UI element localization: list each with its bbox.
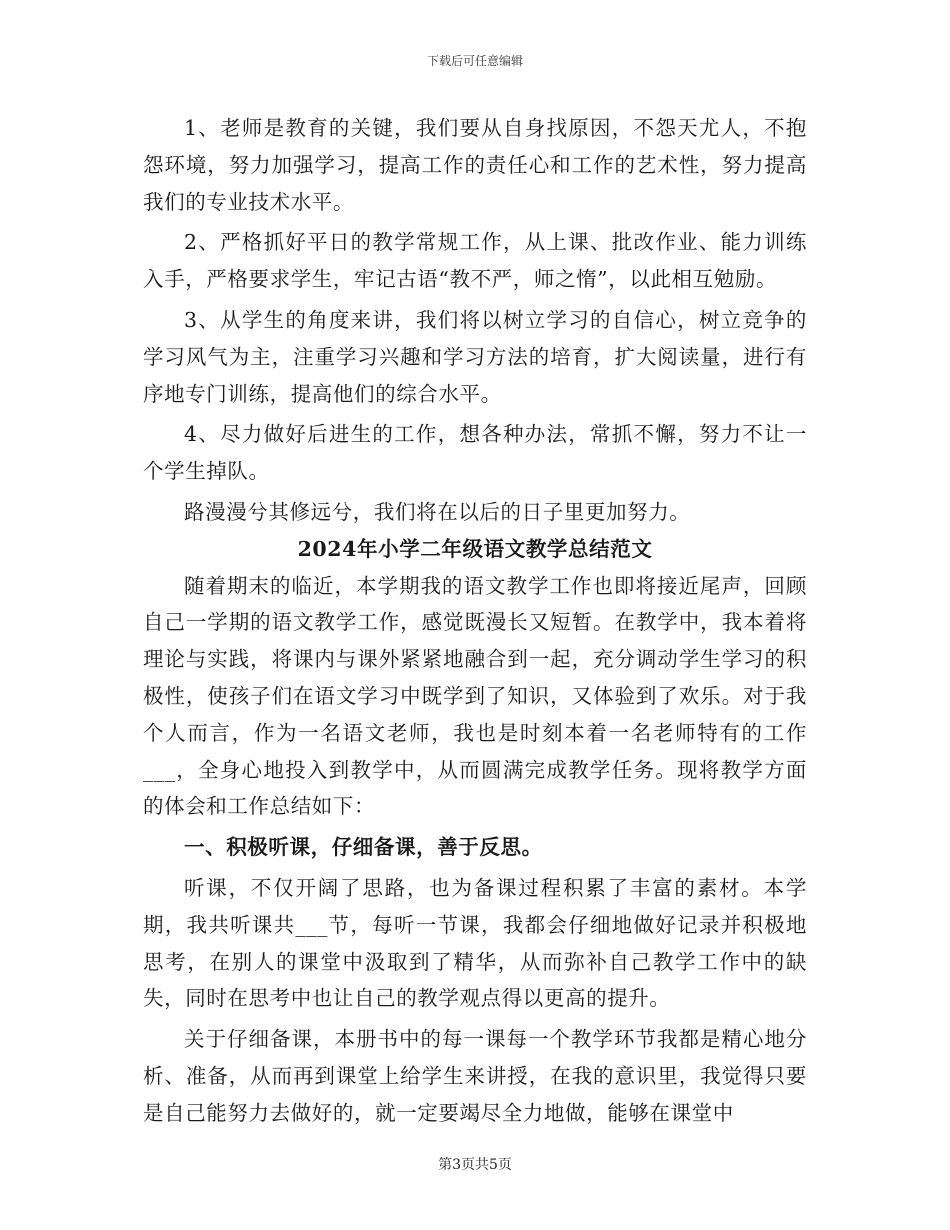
paragraph-8: 关于仔细备课，本册书中的每一课每一个教学环节我都是精心地分析、准备，从而再到课堂上给学生来讲授，在我的意识里，我觉得只要是自己能努力去做好的，就一定要竭尽全力地做，能够在课堂中 — [143, 1027, 807, 1125]
paragraph-4: 4、尽力做好后进生的工作，想各种办法，常抓不懈，努力不让一个学生掉队。 — [143, 422, 807, 484]
section-heading-1: 一、积极听课，仔细备课，善于反思。 — [184, 835, 543, 860]
article-title: 2024年小学二年级语文教学总结范文 — [297, 536, 653, 561]
paragraph-1: 1、老师是教育的关键，我们要从自身找原因，不怨天尤人，不抱怨环境，努力加强学习，提高工作的责任心和工作的艺术性，努力提高我们的专业技术水平。 — [143, 116, 807, 214]
paragraph-5: 路漫漫兮其修远兮，我们将在以后的日子里更加努力。 — [184, 499, 691, 524]
page-number: 第3页共5页 — [438, 1157, 512, 1173]
page-header-note: 下载后可任意编辑 — [426, 54, 523, 68]
document-body — [143, 110, 807, 1132]
paragraph-7: 听课，不仅开阔了思路，也为备课过程积累了丰富的素材。本学期，我共听课共___节，每听一节课，我都会仔细地做好记录并积极地思考，在别人的课堂中汲取到了精华，从而弥补自己教学工作中的缺失，同时在思考中也让自己的教学观点得以更高的提升。 — [143, 875, 807, 1011]
paragraph-2: 2、严格抓好平日的教学常规工作，从上课、批改作业、能力训练入手，严格要求学生，牢记古语“教不严，师之惰”，以此相互勉励。 — [143, 230, 807, 292]
paragraph-3: 3、从学生的角度来讲，我们将以树立学习的自信心，树立竞争的学习风气为主，注重学习兴趣和学习方法的培育，扩大阅读量，进行有序地专门训练，提高他们的综合水平。 — [143, 307, 807, 406]
paragraph-6: 随着期末的临近，本学期我的语文教学工作也即将接近尾声，回顾自己一学期的语文教学工作，感觉既漫长又短暂。在教学中，我本着将理论与实践，将课内与课外紧紧地融合到一起，充分调动学生学习的积极性，使孩子们在语文学习中既学到了知识，又体验到了欢乐。对于我个人而言，作为一名语文老师，我也是时刻本着一名老师特有的工作___，全身心地投入到教学中，从而圆满完成教学任务。现将教学方面的体会和工作总结如下： — [143, 573, 807, 819]
